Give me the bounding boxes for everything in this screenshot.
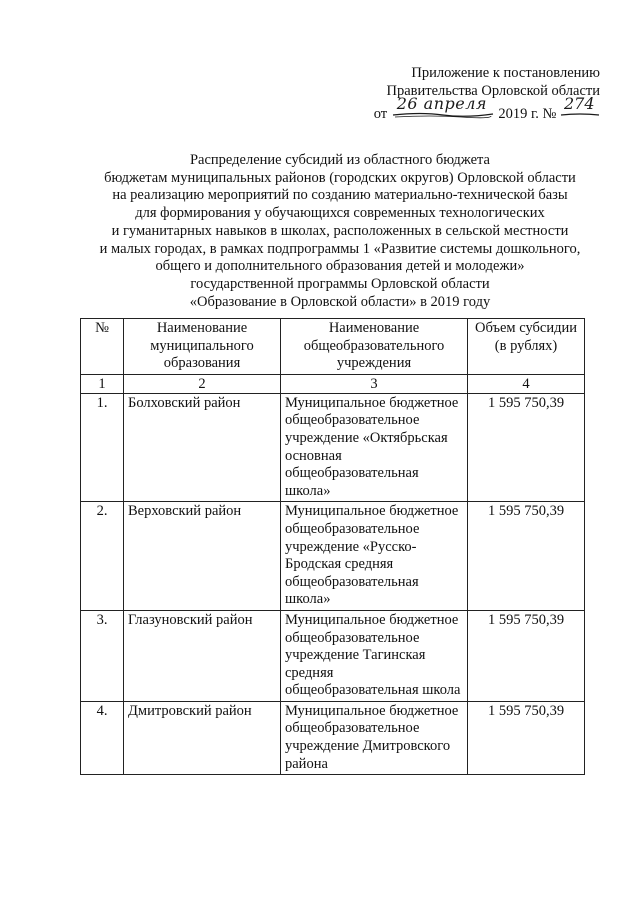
title-line: на реализацию мероприятий по созданию материально-технической базы <box>112 187 568 204</box>
row-number: 3. <box>81 610 124 701</box>
year-text: 2019 г. № <box>498 106 557 122</box>
title-line: «Образование в Орловской области» в 2019 году <box>189 293 491 310</box>
document-title <box>60 152 620 311</box>
title-line: бюджетам муниципальных районов (городских округов) Орловской области <box>104 169 576 186</box>
column-number: 3 <box>281 374 468 393</box>
handwritten-number <box>560 94 600 118</box>
handwritten-number-underline-icon <box>560 98 600 118</box>
row-amount: 1 595 750,39 <box>468 502 585 611</box>
column-number: 1 <box>81 374 124 393</box>
appendix-line-3 <box>330 94 600 123</box>
row-district: Верховский район <box>124 502 281 611</box>
row-district: Болховский район <box>124 393 281 502</box>
header-municipality: Наименование муниципального образования <box>124 319 281 375</box>
handwritten-date <box>391 94 495 118</box>
handwritten-date-underline-icon <box>391 98 495 118</box>
subsidy-table <box>80 318 585 775</box>
row-district: Глазуновский район <box>124 610 281 701</box>
row-amount: 1 595 750,39 <box>468 393 585 502</box>
header-amount: Объем субсидии (в рублях) <box>468 319 585 375</box>
row-number: 4. <box>81 701 124 774</box>
column-number-row <box>81 374 585 393</box>
table-row <box>81 701 585 774</box>
row-institution: Муниципальное бюджетное общеобразовательное учреждение «Русско-Бродская средняя общеобразовательная школа» <box>281 502 468 611</box>
row-amount: 1 595 750,39 <box>468 610 585 701</box>
header-number: № <box>81 319 124 375</box>
table-header-row <box>81 319 585 375</box>
handwritten-date-text: 26 апреля <box>396 94 487 113</box>
table-row <box>81 502 585 611</box>
title-line: и гуманитарных навыков в школах, расположенных в сельской местности <box>111 222 569 239</box>
appendix-line-2: Правительства Орловской области <box>386 83 600 99</box>
title-line: Распределение субсидий из областного бюджета <box>189 152 490 168</box>
column-number: 4 <box>468 374 585 393</box>
row-institution: Муниципальное бюджетное общеобразовательное учреждение Дмитровского района <box>281 701 468 774</box>
row-number: 1. <box>81 393 124 502</box>
title-line: общего и дополнительного образования детей и молодежи» <box>155 258 525 275</box>
row-amount: 1 595 750,39 <box>468 701 585 774</box>
row-institution: Муниципальное бюджетное общеобразовательное учреждение Тагинская средняя общеобразовательная школа <box>281 610 468 701</box>
appendix-header <box>330 64 600 123</box>
from-prefix: от <box>373 106 388 122</box>
title-line: и малых городах, в рамках подпрограммы 1 «Развитие системы дошкольного, <box>99 240 581 257</box>
table-row <box>81 393 585 502</box>
row-district: Дмитровский район <box>124 701 281 774</box>
title-line: для формирования у обучающихся современных технологических <box>135 205 545 222</box>
handwritten-number-text: 274 <box>564 94 595 113</box>
title-line: государственной программы Орловской области <box>190 275 490 292</box>
header-institution: Наименование общеобразовательного учреждения <box>281 319 468 375</box>
row-institution: Муниципальное бюджетное общеобразовательное учреждение «Октябрьская основная общеобразовательная школа» <box>281 393 468 502</box>
row-number: 2. <box>81 502 124 611</box>
table-row <box>81 610 585 701</box>
column-number: 2 <box>124 374 281 393</box>
appendix-line-1: Приложение к постановлению <box>411 65 600 81</box>
